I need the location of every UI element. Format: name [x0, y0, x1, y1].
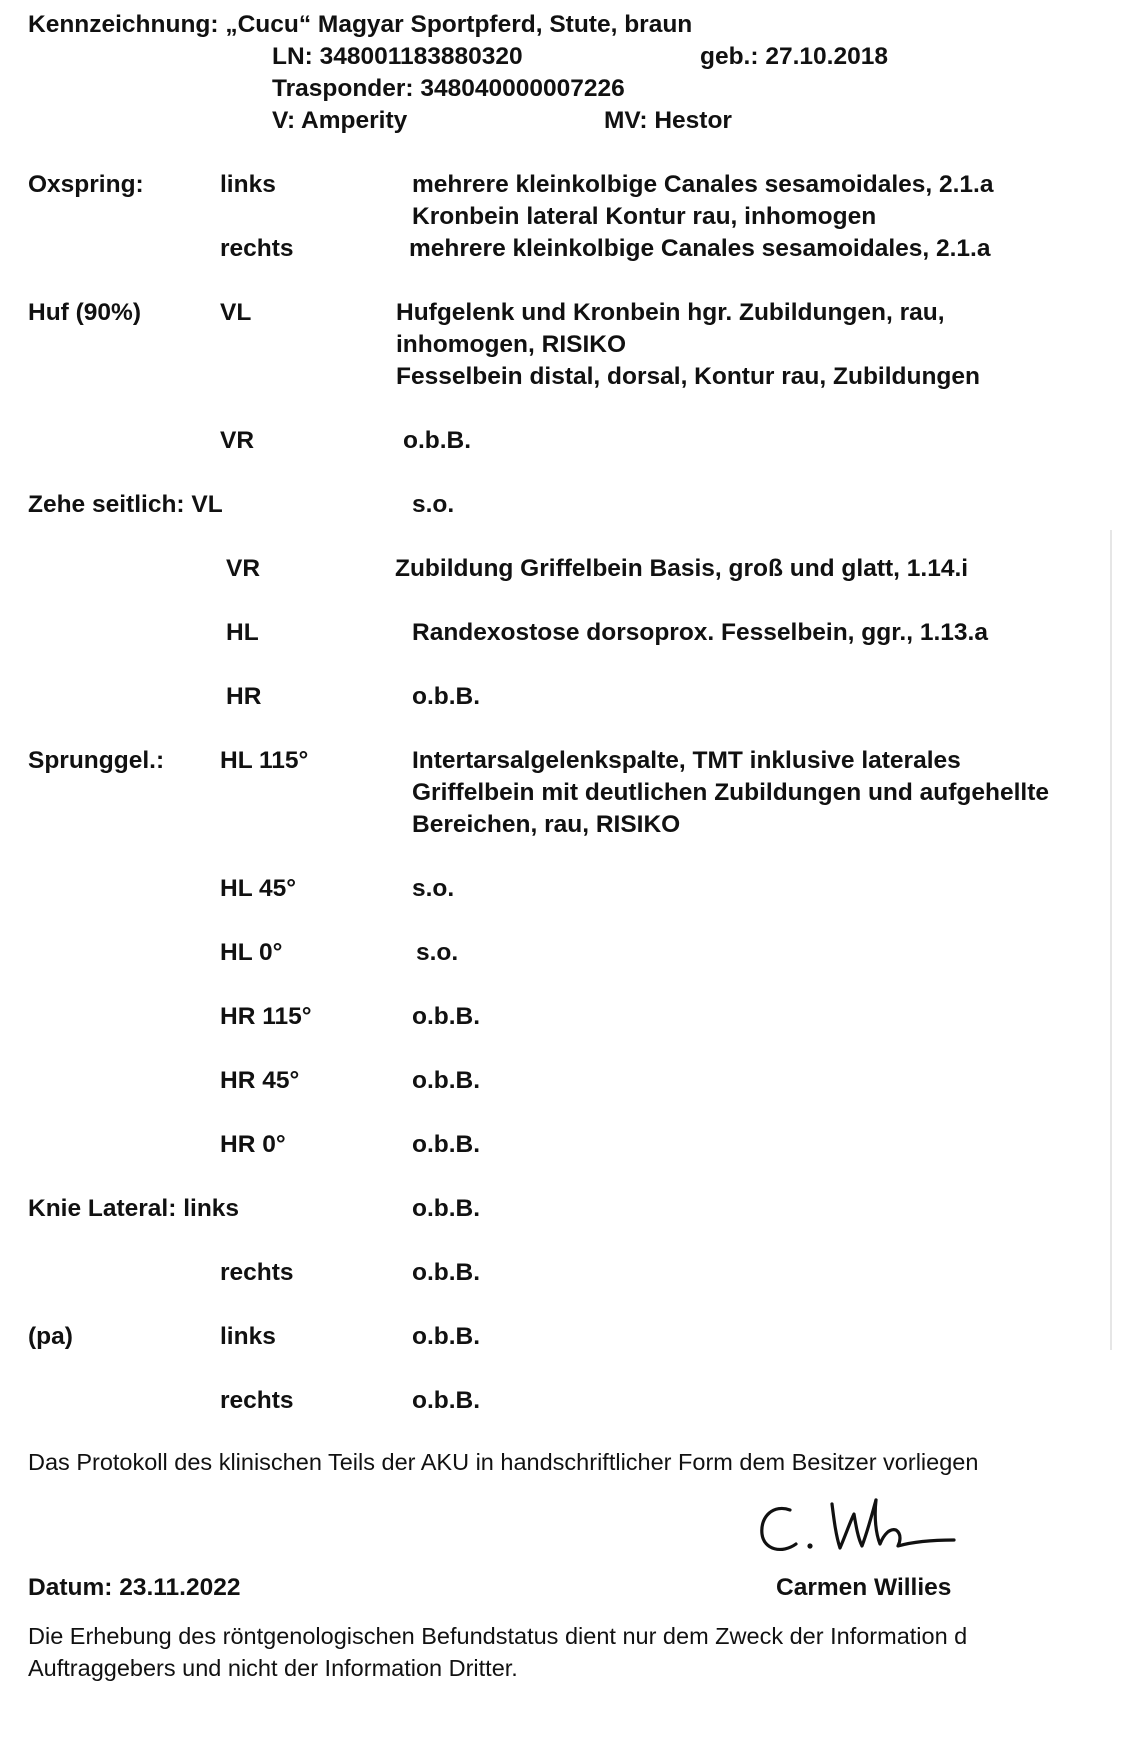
view-label: VR: [226, 555, 261, 582]
view-label: HL 115°: [220, 747, 309, 774]
view-label: HR 0°: [220, 1131, 286, 1158]
finding-text: mehrere kleinkolbige Canales sesamoidales, 2.1.a: [409, 235, 991, 262]
finding-text: Griffelbein mit deutlichen Zubildungen und aufgehellte: [412, 779, 1049, 806]
dam-sire: MV: Hestor: [604, 107, 732, 134]
view-label: HR: [226, 683, 262, 710]
finding-text: o.b.B.: [403, 427, 472, 454]
region-label: Knie Lateral: links: [28, 1195, 240, 1222]
finding-text: Hufgelenk und Kronbein hgr. Zubildungen, rau,: [396, 299, 945, 326]
region-label: Sprunggel.:: [28, 747, 165, 774]
finding-text: o.b.B.: [412, 1387, 481, 1414]
view-label: rechts: [220, 1387, 294, 1414]
finding-text: Kronbein lateral Kontur rau, inhomogen: [412, 203, 877, 230]
transponder-number: Trasponder: 348040000007226: [272, 75, 625, 102]
ln-number: LN: 348001183880320: [272, 43, 523, 70]
view-label: VR: [220, 427, 255, 454]
view-label: links: [220, 1323, 276, 1350]
finding-text: s.o.: [412, 875, 455, 902]
protocol-note: Das Protokoll des klinischen Teils der AKU in handschriftlicher Form dem Besitzer vorliegen: [28, 1449, 979, 1475]
finding-text: Intertarsalgelenkspalte, TMT inklusive laterales: [412, 747, 961, 774]
finding-text: s.o.: [416, 939, 459, 966]
region-label: Oxspring:: [28, 171, 144, 198]
disclaimer-line-1: Die Erhebung des röntgenologischen Befundstatus dient nur dem Zweck der Information d: [28, 1623, 968, 1649]
finding-text: Zubildung Griffelbein Basis, groß und glatt, 1.14.i: [395, 555, 969, 582]
finding-text: o.b.B.: [412, 1323, 481, 1350]
view-label: HR 115°: [220, 1003, 312, 1030]
view-label: HL: [226, 619, 259, 646]
finding-text: mehrere kleinkolbige Canales sesamoidales, 2.1.a: [412, 171, 994, 198]
finding-text: o.b.B.: [412, 1131, 481, 1158]
view-label: links: [220, 171, 276, 198]
finding-text: o.b.B.: [412, 1259, 481, 1286]
view-label: HR 45°: [220, 1067, 300, 1094]
region-label: (pa): [28, 1323, 73, 1350]
finding-text: o.b.B.: [412, 1003, 481, 1030]
disclaimer-line-2: Auftraggebers und nicht der Information Dritter.: [28, 1655, 518, 1681]
region-label: Zehe seitlich: VL: [28, 491, 223, 518]
handwritten-signature: [752, 1490, 962, 1560]
finding-text: Randexostose dorsoprox. Fesselbein, ggr., 1.13.a: [412, 619, 988, 646]
view-label: rechts: [220, 235, 294, 262]
sire: V: Amperity: [272, 107, 408, 134]
view-label: rechts: [220, 1259, 294, 1286]
birth-date: geb.: 27.10.2018: [700, 43, 888, 70]
finding-text: o.b.B.: [412, 1195, 481, 1222]
finding-text: Bereichen, rau, RISIKO: [412, 811, 681, 838]
scrollbar[interactable]: [1110, 530, 1112, 1350]
finding-text: s.o.: [412, 491, 455, 518]
kennzeichnung-line: Kennzeichnung: „Cucu“ Magyar Sportpferd, Stute, braun: [28, 11, 693, 38]
view-label: HL 45°: [220, 875, 297, 902]
view-label: HL 0°: [220, 939, 283, 966]
finding-text: inhomogen, RISIKO: [396, 331, 627, 358]
finding-text: o.b.B.: [412, 1067, 481, 1094]
report-date: Datum: 23.11.2022: [28, 1574, 241, 1601]
region-label: Huf (90%): [28, 299, 141, 326]
finding-text: o.b.B.: [412, 683, 481, 710]
vet-name: Carmen Willies: [776, 1574, 952, 1601]
view-label: VL: [220, 299, 252, 326]
finding-text: Fesselbein distal, dorsal, Kontur rau, Zubildungen: [396, 363, 980, 390]
